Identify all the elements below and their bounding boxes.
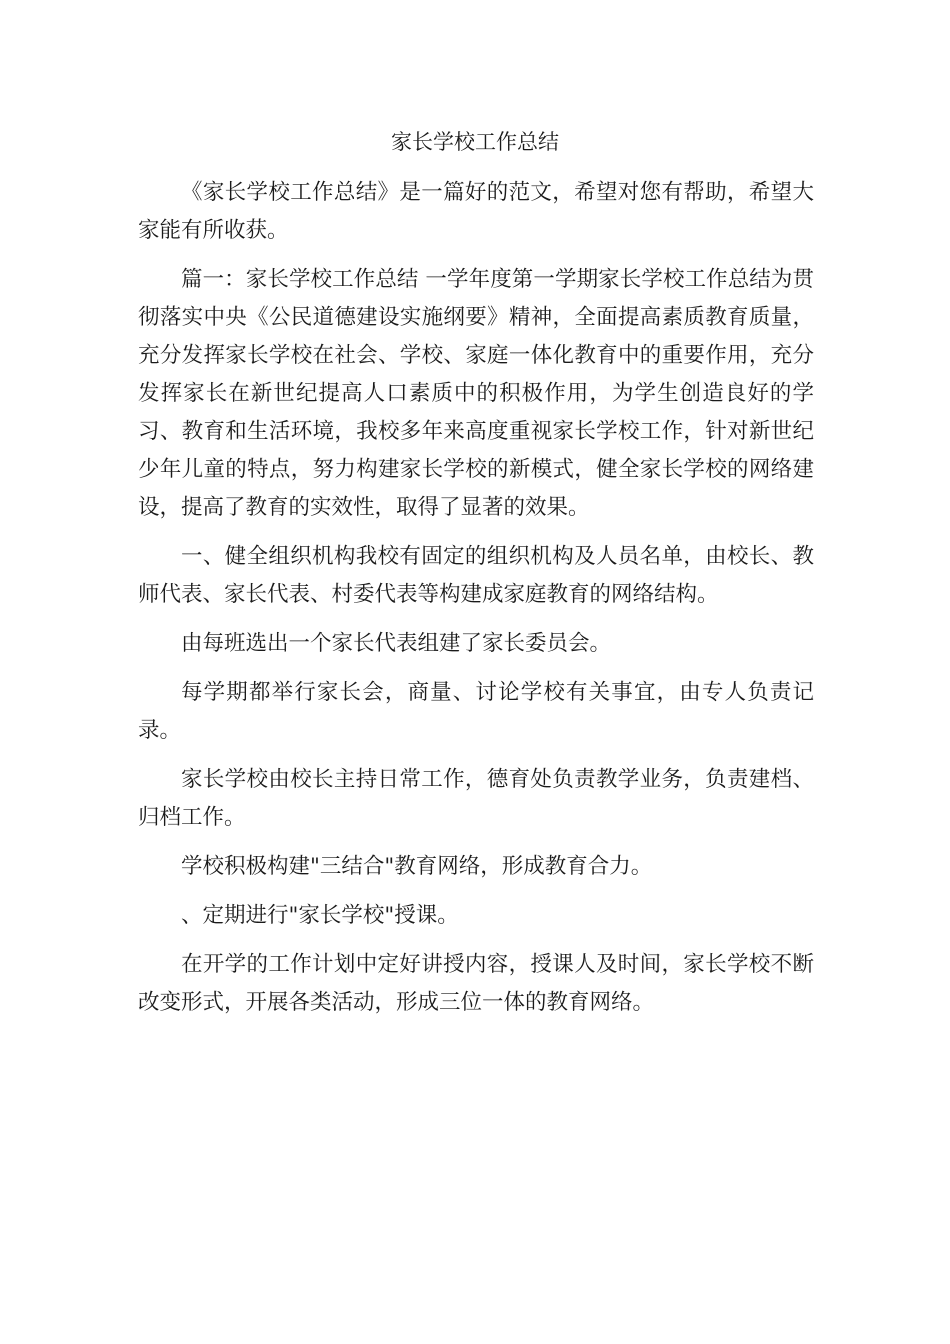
paragraph-part-one: 篇一：家长学校工作总结 一学年度第一学期家长学校工作总结为贯彻落实中央《公民道德建设实施纲要》精神，全面提高素质教育质量，充分发挥家长学校在社会、学校、家庭一体化教育中的重要作用，充分发挥家长在新世纪提高人口素质中的积极作用，为学生创造良好的学习、教育和生活环境，我校多年来高度重视家长学校工作，针对新世纪少年儿童的特点，努力构建家长学校的新模式，健全家长学校的网络建设，提高了教育的实效性，取得了显著的效果。 <box>138 267 814 520</box>
paragraph-lectures: 、定期进行"家长学校"授课。 <box>181 903 459 928</box>
paragraph-intro: 《家长学校工作总结》是一篇好的范文，希望对您有帮助，希望大家能有所收获。 <box>138 180 814 243</box>
document-title: 家长学校工作总结 <box>391 130 559 154</box>
document-body <box>138 174 814 1033</box>
paragraph-organization: 一、健全组织机构我校有固定的组织机构及人员名单，由校长、教师代表、家长代表、村委代表等构建成家庭教育的网络结构。 <box>138 544 814 607</box>
paragraph-network: 学校积极构建"三结合"教育网络，形成教育合力。 <box>181 854 653 879</box>
paragraph-parent-meetings: 每学期都举行家长会，商量、讨论学校有关事宜，由专人负责记录。 <box>138 680 814 743</box>
paragraph-planning: 在开学的工作计划中定好讲授内容，授课人及时间，家长学校不断改变形式，开展各类活动，形成三位一体的教育网络。 <box>138 952 814 1015</box>
paragraph-parent-committee: 由每班选出一个家长代表组建了家长委员会。 <box>181 631 612 656</box>
paragraph-management: 家长学校由校长主持日常工作，德育处负责教学业务，负责建档、归档工作。 <box>138 767 814 830</box>
